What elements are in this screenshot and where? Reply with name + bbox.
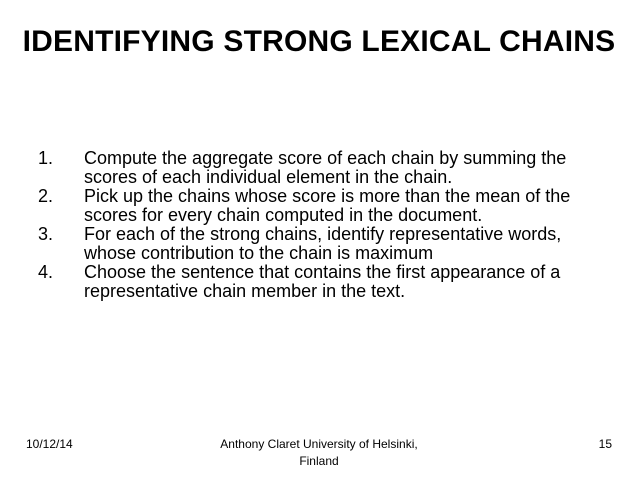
list-item bbox=[38, 187, 618, 225]
list-item-text: Choose the sentence that contains the first appearance of a representative chain member in the text. bbox=[84, 262, 561, 301]
slide-title: IDENTIFYING STRONG LEXICAL CHAINS bbox=[22, 25, 616, 58]
list-item-text: Compute the aggregate score of each chain by summing the scores of each individual element in the chain. bbox=[84, 148, 567, 187]
list-item bbox=[38, 149, 618, 187]
list-item bbox=[38, 225, 618, 263]
list-item-number: 4. bbox=[38, 262, 54, 282]
footer-institution: Anthony Claret University of Helsinki, Finland bbox=[220, 437, 418, 468]
list-item-number: 1. bbox=[38, 148, 54, 168]
page-number: 15 bbox=[598, 437, 612, 451]
footer-date: 10/12/14 bbox=[26, 437, 73, 451]
list-item-text: Pick up the chains whose score is more than the mean of the scores for every chain computed in the document. bbox=[84, 186, 571, 225]
list-item-number: 2. bbox=[38, 186, 54, 206]
numbered-list bbox=[38, 149, 618, 301]
list-item bbox=[38, 263, 618, 301]
list-item-number: 3. bbox=[38, 224, 54, 244]
list-item-text: For each of the strong chains, identify representative words, whose contribution to the chain is maximum bbox=[84, 224, 562, 263]
